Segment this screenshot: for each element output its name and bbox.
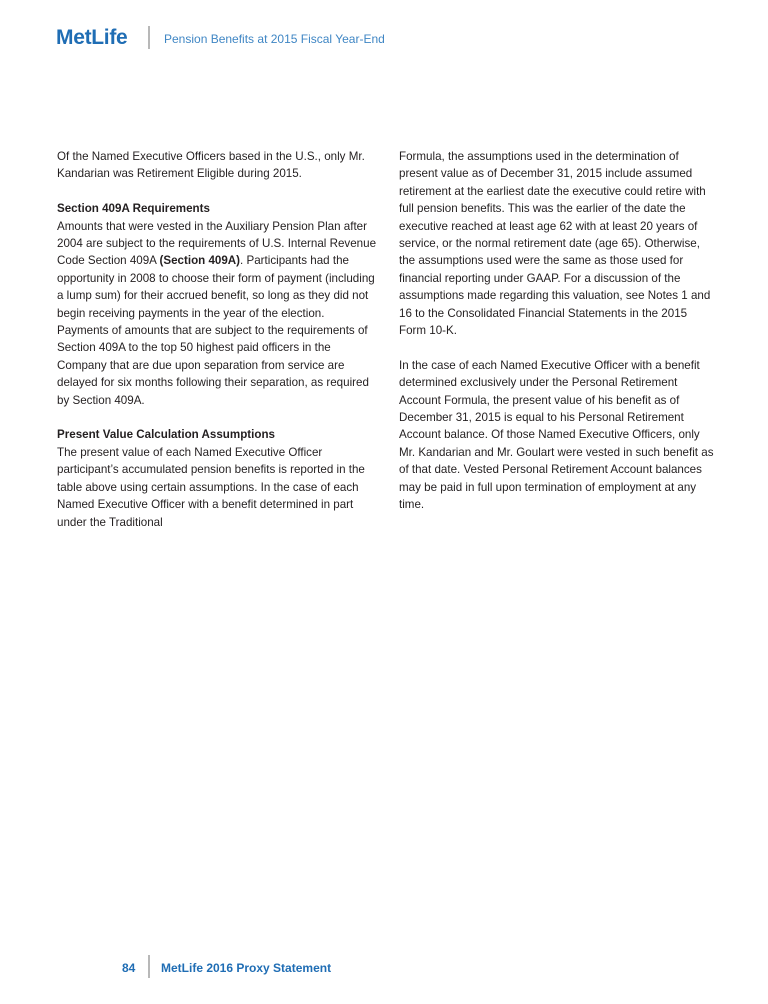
present-value-heading: Present Value Calculation Assumptions <box>57 428 275 442</box>
right-column <box>399 148 715 531</box>
section-title: Pension Benefits at 2015 Fiscal Year-End <box>164 32 385 46</box>
personal-retirement-paragraph: In the case of each Named Executive Officer with a benefit determined exclusively under the Personal Retirement Account Formula, the present value of his benefit as of December 31, 2015 is equal to his Personal Retirement Account balance. Of those Named Executive Officers, only Mr. Kandarian and Mr. Goulart were vested in such benefit as of that date. Vested Personal Retirement Account balances may be paid in full upon termination of employment at any time. <box>399 358 714 512</box>
page-number: 84 <box>122 961 136 975</box>
section-409a-heading: Section 409A Requirements <box>57 202 210 216</box>
defined-term: (Section 409A) <box>159 254 241 268</box>
metlife-logo: MetLife <box>56 26 128 49</box>
present-value-paragraph: The present value of each Named Executive Officer participant’s accumulated pension benefits is reported in the table above using certain assumptions. In the case of each Named Executive Officer with a benefit determined in part under the Traditional <box>57 445 365 529</box>
text: . Participants had the opportunity in 2008 to choose their form of payment (including a lump sum) for their accrued benefit, so long as they did not begin receiving payments in the year of the election. Payments of amounts that are subject to the requirements of Section 409A to the top 50 highest paid officers in the Company that are due upon separation from service are delayed for six months following their separation, as required by Section 409A. <box>57 254 375 407</box>
left-column <box>57 148 377 548</box>
assumptions-paragraph: Formula, the assumptions used in the determination of present value as of December 31, 2015 include assumed retirement at the earliest date the executive could retire with full pension benefits. This was the earlier of the date the executive reached at least age 62 with at least 20 years of service, or the normal retirement date (age 65). Otherwise, the assumptions used were the same as those used for financial reporting under GAAP. For a discussion of the assumptions made regarding this valuation, see Notes 1 and 16 to the Consolidated Financial Statements in the 2015 Form 10-K. <box>399 150 711 338</box>
footer-title: MetLife 2016 Proxy Statement <box>161 961 332 975</box>
text: Amounts that were vested in the Auxiliary Pension Plan after 2004 are subject to the requirements of U.S. Internal Revenue Code Section 409A <box>57 219 377 268</box>
intro-paragraph: Of the Named Executive Officers based in the U.S., only Mr. Kandarian was Retirement Eligible during 2015. <box>57 150 365 181</box>
section-409a-paragraph <box>57 218 377 409</box>
header-divider <box>148 26 150 49</box>
footer-divider <box>148 955 150 978</box>
